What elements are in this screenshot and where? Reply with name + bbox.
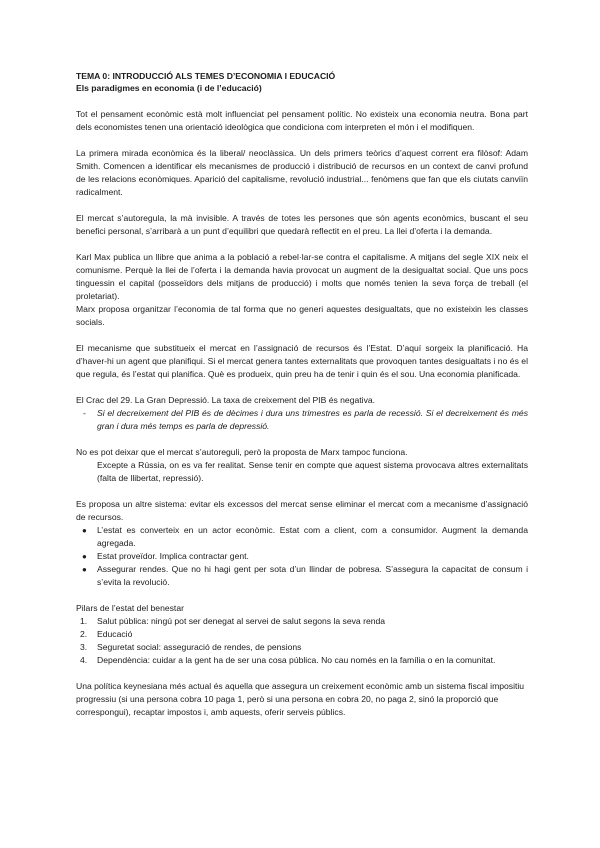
- list-item-text: Assegurar rendes. Que no hi hagi gent per sota d’un llindar de pobresa. S’assegura la capacitat de consum i s’evita la revolució.: [97, 564, 528, 587]
- paragraph-marx-proposal: Marx proposa organitzar l’economia de tal forma que no generi aquestes desigualtats, que no existeixin les classes socials.: [76, 304, 528, 327]
- list-item-text: Si el decreixement del PIB és de dècimes i dura uns trimestres es parla de recessió. Si el decreixement és més gran i dura més temps es parla de depressió.: [97, 408, 528, 431]
- paragraph-welfare-pillars: Pilars de l’estat del benestar: [76, 603, 184, 613]
- paragraph-marx: Karl Max publica un llibre que anima a la població a rebel·lar-se contra el capitalisme. A mitjans del segle XIX neix el comunisme. Perquè la llei de l’oferta i la demanda havia provocat un augment de la desigualtat social. Que uns pocs tinguessin el capital (posseïdors dels mitjans de producció) i molts que només tenien la seva força de treball (el proletariat).: [76, 252, 528, 301]
- paragraph-liberal: La primera mirada econòmica és la liberal/ neoclàssica. Un dels primers teòrics d’aquest corrent era filòsof: Adam Smith. Comencen a identificar els mecanismes de producció i distribució de recursos en un context de canvi profund de les relacions econòmiques. Aparició del capitalisme, revolució industrial... fenòmens que fan que els ciutats canviïn radicalment.: [76, 148, 528, 197]
- list-item: [76, 550, 528, 563]
- list-item: [76, 615, 528, 628]
- paragraph-invisible-hand: El mercat s’autoregula, la mà invisible. A través de totes les persones que són agents econòmics, buscant el seu benefici personal, s’arribarà a un punt d’equilibri que quedarà reflectit en el preu. La llei d’oferta i la demanda.: [76, 213, 528, 236]
- list-item-text: Dependència: cuidar a la gent ha de ser una cosa pública. No cau només en la família o en la comunitat.: [97, 655, 496, 665]
- list-item: [76, 563, 528, 589]
- list-item-text: L’estat es converteix en un actor econòmic. Estat com a client, com a consumidor. Augment la demanda agregada.: [97, 525, 528, 548]
- paragraph-crash-29: El Crac del 29. La Gran Depressió. La taxa de creixement del PIB és negativa.: [76, 395, 376, 405]
- numbered-list: [76, 615, 528, 667]
- list-item: [76, 524, 528, 550]
- paragraph-other-system: Es proposa un altre sistema: evitar els excessos del mercat sense eliminar el mercat com a mecanisme d’assignació de recursos.: [76, 499, 528, 522]
- document-page: [76, 70, 528, 732]
- paragraph-keynesian: Una política keynesiana més actual és aquella que assegura un creixement econòmic amb un sistema fiscal impositiu progressiu (si una persona cobra 10 paga 1, però si una persona en cobra 20, no paga 2, sinó la proporció que correspongui), recaptar impostos i, amb aquests, oferir serveis públics.: [76, 681, 525, 717]
- list-item-text: Salut pública: ningú pot ser denegat al servei de salut segons la seva renda: [97, 616, 386, 626]
- bullet-list: [76, 524, 528, 589]
- document-title: TEMA 0: INTRODUCCIÓ ALS TEMES D’ECONOMIA I EDUCACIÓ: [76, 71, 336, 81]
- document-subtitle: Els paradigmes en economia (i de l’educació): [76, 83, 262, 93]
- list-item: [76, 407, 528, 433]
- list-number: 1.: [80, 616, 88, 626]
- bullet-marker: ●: [82, 552, 87, 561]
- bullet-marker: ●: [82, 565, 87, 574]
- paragraph-intro: Tot el pensament econòmic està molt influenciat pel pensament polític. No existeix una economia neutra. Bona part dels economistes tenen una orientació ideològica que condiciona com interpreten el món i el modifiquen.: [76, 109, 528, 132]
- list-number: 3.: [80, 642, 88, 652]
- dash-marker: -: [83, 408, 86, 418]
- dash-list: [76, 407, 528, 433]
- paragraph-no-autoregulation: No es pot deixar que el mercat s’autoreguli, però la proposta de Marx tampoc funciona.: [76, 447, 408, 457]
- list-item-text: Educació: [97, 629, 133, 639]
- list-item: [76, 628, 528, 641]
- list-item: [76, 641, 528, 654]
- list-number: 2.: [80, 629, 88, 639]
- paragraph-planning: El mecanisme que substitueix el mercat en l’assignació de recursos és l’Estat. D’aquí sorgeix la planificació. Ha d’haver-hi un agent que planifiqui. Si el mercat genera tantes externalitats que provoquen tantes desigualtats i no és el que regula, és l’estat qui planifica. Què es produeix, quin preu ha de tenir i quin és el sou. Una economia planificada.: [76, 343, 528, 379]
- bullet-marker: ●: [82, 526, 87, 535]
- paragraph-russia: Excepte a Rússia, on es va fer realitat. Sense tenir en compte que aquest sistema provocava altres externalitats (falta de llibertat, repressió).: [97, 460, 528, 483]
- list-item: [76, 654, 528, 667]
- list-item-text: Seguretat social: asseguració de rendes, de pensions: [97, 642, 302, 652]
- list-number: 4.: [80, 655, 88, 665]
- list-item-text: Estat proveïdor. Implica contractar gent.: [97, 551, 249, 561]
